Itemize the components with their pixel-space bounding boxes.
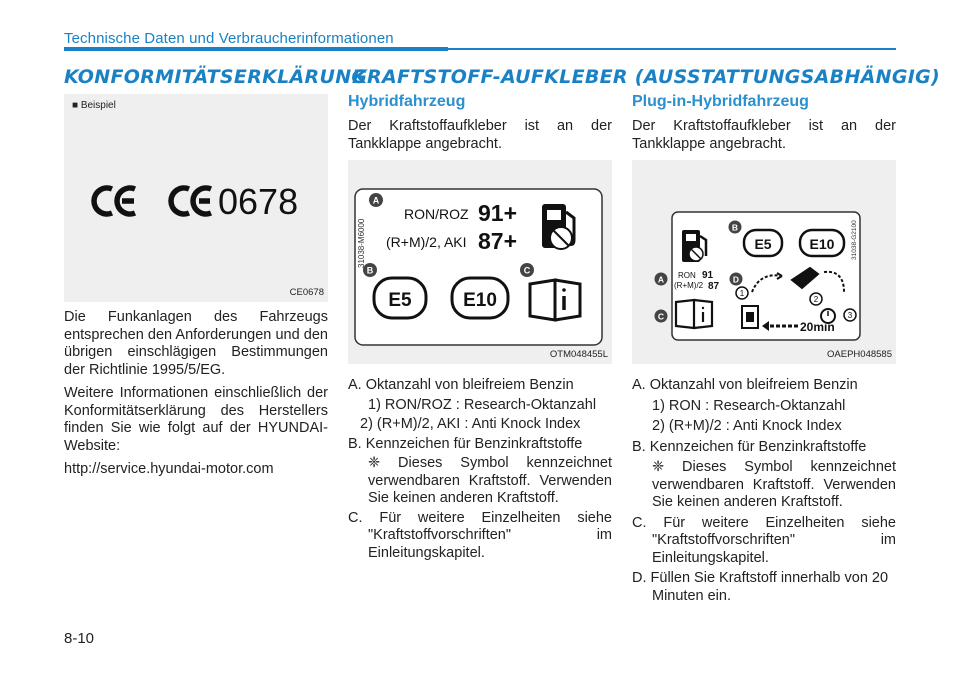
hybrid-item-a1: 1) RON/ROZ : Research-Oktanzahl bbox=[368, 396, 597, 413]
hybrid-item-c: C. Für weitere Einzelheiten siehe "Kraftstoffvorschriften" im Einleitungskapitel. bbox=[348, 509, 612, 561]
e5-text: E5 bbox=[388, 290, 412, 311]
plugin-label-side-code: 31038-G2100 bbox=[851, 220, 858, 260]
plugin-fuel-label-panel bbox=[632, 160, 896, 364]
hybrid-intro: Der Kraftstoffaufkleber ist an der Tankklappe angebracht. bbox=[348, 118, 612, 152]
plugin-e5-text: E5 bbox=[754, 236, 772, 252]
e5-badge-icon bbox=[374, 278, 426, 318]
e10-text: E10 bbox=[463, 290, 497, 311]
plugin-e10-badge-icon bbox=[800, 230, 844, 256]
image-code-plugin: OAEPH048585 bbox=[827, 349, 892, 360]
aki-value: 87+ bbox=[478, 228, 518, 254]
plugin-item-a1: 1) RON : Research-Oktanzahl bbox=[652, 397, 846, 414]
ce-mark-with-number-icon bbox=[171, 188, 211, 214]
conformity-paragraph-1: Die Funkanlagen des Fahrzeugs entsprechen den Anforderungen und den übrigen einschlägigen Bestimmungen der Richtlinie 1995/5/EG. bbox=[64, 309, 328, 378]
marker-c-letter: C bbox=[523, 265, 531, 276]
plugin-marker-a-letter: A bbox=[657, 274, 665, 285]
plugin-heading: Plug-in-Hybridfahrzeug bbox=[632, 93, 809, 110]
hybrid-fuel-label-panel bbox=[348, 160, 612, 364]
plugin-rm-text: (R+M)/2 bbox=[674, 281, 704, 290]
plugin-item-a2: 2) (R+M)/2 : Anti Knock Index bbox=[652, 418, 842, 434]
hybrid-fuel-label-graphic bbox=[348, 160, 612, 364]
step-2-text: 2 bbox=[813, 295, 819, 304]
marker-a-letter: A bbox=[372, 195, 380, 206]
conformity-text bbox=[64, 309, 328, 479]
fuel-door-icon bbox=[742, 306, 758, 328]
ron-roz-value: 91+ bbox=[478, 200, 518, 226]
section-title-conformity: KONFORMITÄTSERKLÄRUNG bbox=[64, 66, 368, 88]
plugin-fuel-label-graphic bbox=[632, 160, 896, 364]
image-code-ce: CE0678 bbox=[289, 287, 324, 298]
example-label: ■ Beispiel bbox=[72, 100, 116, 111]
plugin-ron-text: RON bbox=[678, 271, 696, 280]
marker-b-letter: B bbox=[366, 265, 374, 276]
hyundai-website-link[interactable]: http://service.hyundai-motor.com bbox=[64, 461, 274, 477]
e10-badge-icon bbox=[452, 278, 508, 318]
aki-text: (R+M)/2, AKI bbox=[386, 234, 467, 250]
hybrid-item-a: A. Oktanzahl von bleifreiem Benzin bbox=[348, 377, 574, 393]
step-3-text: 3 bbox=[847, 311, 853, 320]
running-header-title: Technische Daten und Verbraucherinformationen bbox=[64, 30, 394, 47]
plugin-legend bbox=[632, 377, 896, 605]
plugin-e5-badge-icon bbox=[744, 230, 782, 256]
step-1-text: 1 bbox=[739, 289, 745, 298]
plugin-marker-b-letter: B bbox=[731, 222, 739, 233]
plugin-item-a: A. Oktanzahl von bleifreiem Benzin bbox=[632, 377, 858, 393]
plugin-marker-c-letter: C bbox=[657, 311, 665, 322]
image-code-hybrid: OTM048455L bbox=[549, 349, 608, 360]
section-title-fuel-label: KRAFTSTOFF-AUFKLEBER (AUSSTATTUNGSABHÄNGIG) bbox=[352, 66, 940, 88]
plugin-marker-d-letter: D bbox=[732, 274, 740, 285]
no-diesel-icon bbox=[550, 227, 572, 249]
hybrid-item-a2: 2) (R+M)/2, AKI : Anti Knock Index bbox=[360, 416, 581, 432]
hybrid-label-side-code: 31038-M6000 bbox=[357, 218, 366, 268]
ron-roz-text: RON/ROZ bbox=[404, 206, 469, 222]
page-number: 8-10 bbox=[64, 630, 95, 647]
ce-notified-body-number: 0678 bbox=[218, 181, 299, 222]
ce-marking-graphic bbox=[64, 94, 328, 302]
ce-marking-panel bbox=[64, 94, 328, 302]
refuel-time-text: 20min bbox=[800, 320, 835, 334]
hybrid-item-b-note: ❈ Dieses Symbol kennzeichnet verwendbaren Kraftstoff. Verwenden Sie keinen anderen Kraftstoff. bbox=[368, 455, 612, 506]
plugin-item-b-note: ❈ Dieses Symbol kennzeichnet verwendbaren Kraftstoff. Verwenden Sie keinen anderen Kraftstoff. bbox=[652, 459, 896, 510]
hybrid-item-b: B. Kennzeichen für Benzinkraftstoffe bbox=[348, 435, 583, 452]
plugin-ron-value: 91 bbox=[702, 270, 714, 281]
hybrid-legend bbox=[348, 377, 612, 562]
hybrid-heading: Hybridfahrzeug bbox=[348, 93, 466, 110]
plugin-item-b: B. Kennzeichen für Benzinkraftstoffe bbox=[632, 438, 867, 455]
plugin-intro: Der Kraftstoffaufkleber ist an der Tankklappe angebracht. bbox=[632, 118, 896, 152]
header-rule-thick bbox=[64, 47, 448, 51]
plugin-rm-value: 87 bbox=[708, 281, 720, 292]
plugin-e10-text: E10 bbox=[809, 236, 835, 252]
plugin-item-c: C. Für weitere Einzelheiten siehe "Kraftstoffvorschriften" im Einleitungskapitel. bbox=[632, 514, 896, 566]
ce-mark-icon bbox=[94, 188, 135, 214]
conformity-paragraph-2: Weitere Informationen einschließlich der Konformitätserklärung des Herstellers finden Sie wie folgt auf der HYUNDAI-Website: bbox=[64, 385, 328, 454]
header-rule-thin bbox=[448, 48, 896, 50]
plugin-item-d: D. Füllen Sie Kraftstoff innerhalb von 20 Minuten ein. bbox=[632, 570, 889, 604]
